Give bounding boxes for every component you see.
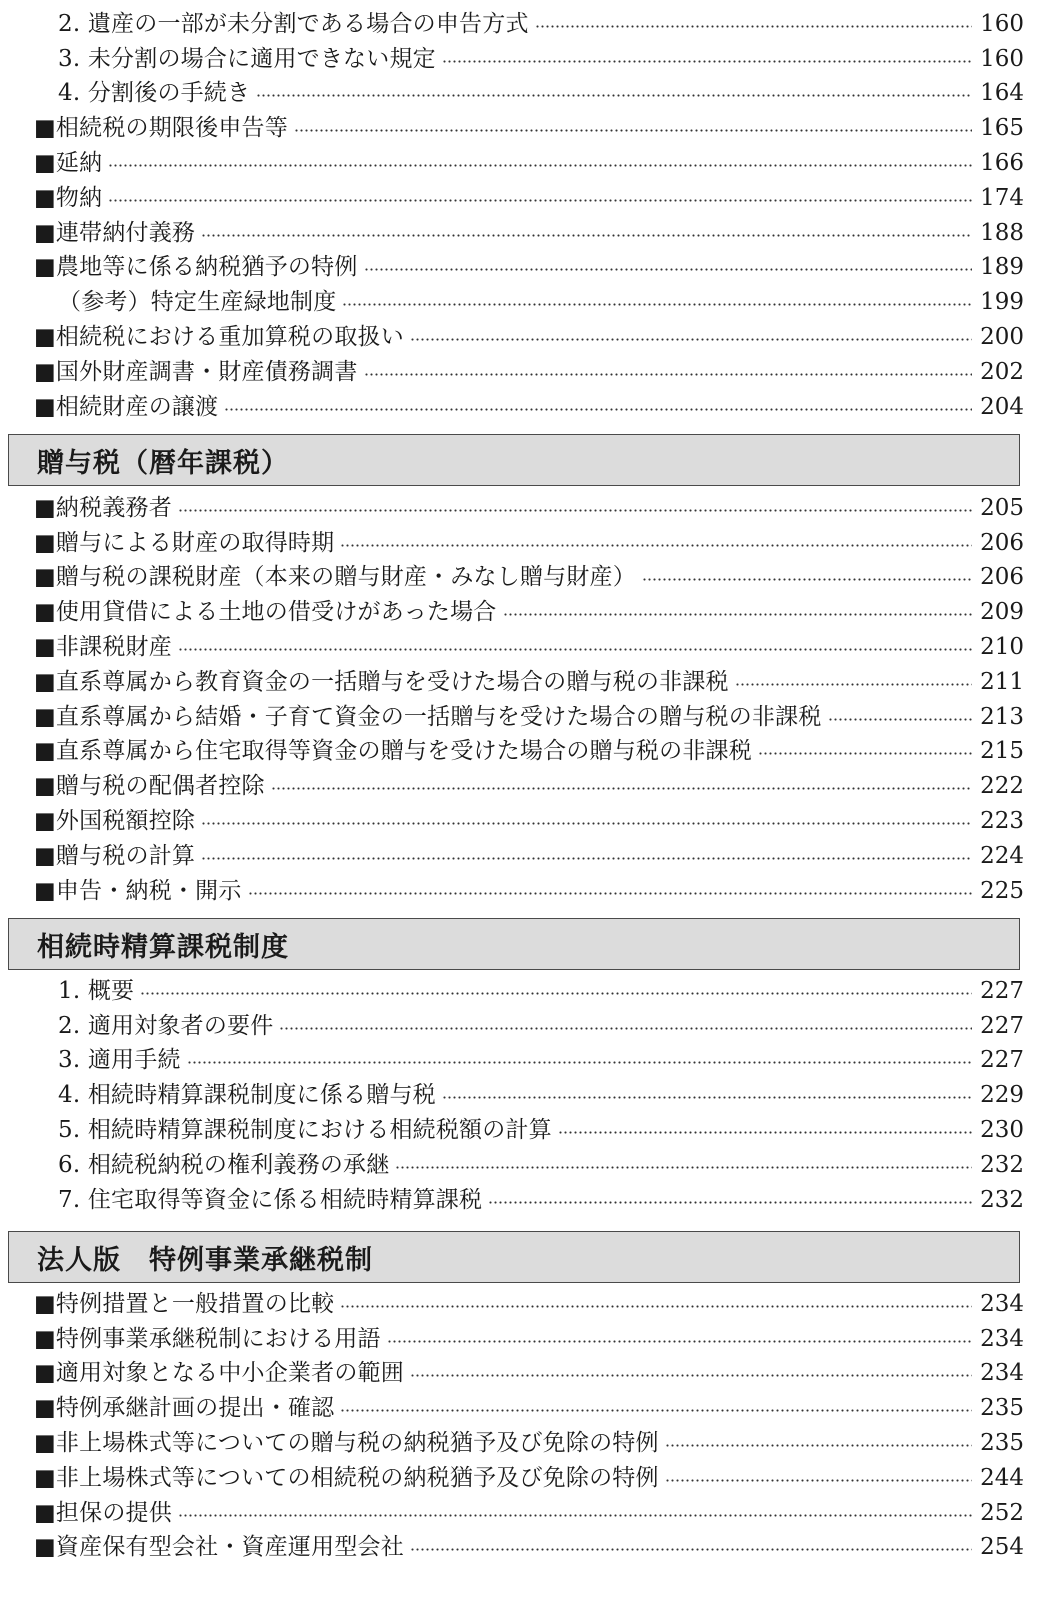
toc-entry[interactable] bbox=[34, 665, 1024, 700]
section-header-settlement-taxation: 相続時精算課税制度 bbox=[8, 918, 1020, 970]
toc-entry-page-number: 232 bbox=[980, 1151, 1024, 1178]
toc-list-business-succession bbox=[34, 1287, 1024, 1565]
toc-entry-page-number: 205 bbox=[980, 494, 1024, 521]
toc-entry[interactable] bbox=[34, 1148, 1024, 1183]
toc-entry-label: ■相続税の期限後申告等 bbox=[34, 115, 288, 142]
toc-entry[interactable] bbox=[34, 146, 1024, 181]
toc-entry-page-number: 224 bbox=[980, 842, 1024, 869]
toc-entry[interactable] bbox=[34, 1322, 1024, 1357]
toc-entry[interactable] bbox=[34, 320, 1024, 355]
toc-entry[interactable] bbox=[34, 974, 1024, 1009]
toc-entry-label: ■国外財産調書・財産債務調書 bbox=[34, 358, 358, 385]
toc-entry-page-number: 215 bbox=[980, 738, 1024, 765]
dot-leader bbox=[395, 1166, 972, 1169]
toc-entry-label: ■外国税額控除 bbox=[34, 808, 196, 835]
toc-entry[interactable] bbox=[34, 595, 1024, 630]
toc-entry-page-number: 209 bbox=[980, 599, 1024, 626]
toc-entry-label: 4. 相続時精算課税制度に係る贈与税 bbox=[58, 1082, 436, 1109]
toc-entry[interactable] bbox=[34, 1009, 1024, 1044]
toc-entry-label: ■贈与税の配偶者控除 bbox=[34, 773, 265, 800]
toc-entry-label: 1. 概要 bbox=[58, 977, 135, 1004]
toc-entry-label: ■贈与による財産の取得時期 bbox=[34, 529, 335, 556]
toc-entry[interactable] bbox=[34, 561, 1024, 596]
toc-entry-label: 3. 未分割の場合に適用できない規定 bbox=[58, 45, 436, 72]
toc-entry-label: ■特例承継計画の提出・確認 bbox=[34, 1395, 335, 1422]
dot-leader bbox=[364, 373, 973, 376]
toc-entry-page-number: 227 bbox=[980, 977, 1024, 1004]
toc-entry-label: ■適用対象となる中小企業者の範囲 bbox=[34, 1360, 404, 1387]
dot-leader bbox=[665, 1479, 972, 1482]
toc-entry-page-number: 235 bbox=[980, 1395, 1024, 1422]
toc-entry-page-number: 206 bbox=[980, 564, 1024, 591]
toc-entry[interactable] bbox=[34, 526, 1024, 561]
dot-leader bbox=[364, 268, 973, 271]
toc-entry-page-number: 202 bbox=[980, 358, 1024, 385]
toc-entry-page-number: 166 bbox=[980, 150, 1024, 177]
toc-entry[interactable] bbox=[34, 1183, 1024, 1218]
toc-entry-label: 2. 遺産の一部が未分割である場合の申告方式 bbox=[58, 10, 529, 37]
toc-entry-label: ■贈与税の計算 bbox=[34, 842, 196, 869]
toc-entry[interactable] bbox=[34, 1078, 1024, 1113]
dot-leader bbox=[294, 129, 972, 132]
toc-entry-label: ■直系尊属から結婚・子育て資金の一括贈与を受けた場合の贈与税の非課税 bbox=[34, 703, 822, 730]
toc-entry-label: （参考）特定生産緑地制度 bbox=[58, 289, 337, 316]
dot-leader bbox=[340, 1305, 972, 1308]
section-header-gift-tax: 贈与税（暦年課税） bbox=[8, 434, 1020, 486]
toc-entry[interactable] bbox=[34, 1461, 1024, 1496]
toc-entry-page-number: 234 bbox=[980, 1325, 1024, 1352]
dot-leader bbox=[108, 164, 972, 167]
toc-entry-label: 2. 適用対象者の要件 bbox=[58, 1012, 274, 1039]
dot-leader bbox=[410, 1548, 972, 1551]
dot-leader bbox=[271, 787, 972, 790]
dot-leader bbox=[178, 1514, 972, 1517]
toc-entry[interactable] bbox=[34, 285, 1024, 320]
toc-entry[interactable] bbox=[34, 111, 1024, 146]
toc-entry[interactable] bbox=[34, 77, 1024, 112]
section-header-business-succession: 法人版 特例事業承継税制 bbox=[8, 1231, 1020, 1283]
toc-entry-label: ■直系尊属から住宅取得等資金の贈与を受けた場合の贈与税の非課税 bbox=[34, 738, 752, 765]
toc-entry-page-number: 174 bbox=[980, 184, 1024, 211]
toc-entry-page-number: 199 bbox=[980, 289, 1024, 316]
dot-leader bbox=[108, 199, 972, 202]
toc-entry-label: ■納税義務者 bbox=[34, 494, 172, 521]
toc-entry-page-number: 211 bbox=[980, 668, 1024, 695]
dot-leader bbox=[187, 1061, 972, 1064]
toc-entry[interactable] bbox=[34, 700, 1024, 735]
toc-entry-page-number: 188 bbox=[980, 219, 1024, 246]
toc-entry[interactable] bbox=[34, 1357, 1024, 1392]
toc-entry-label: 6. 相続税納税の権利義務の承継 bbox=[58, 1151, 390, 1178]
toc-entry[interactable] bbox=[34, 355, 1024, 390]
toc-entry-page-number: 225 bbox=[980, 877, 1024, 904]
dot-leader bbox=[224, 408, 972, 411]
dot-leader bbox=[342, 303, 972, 306]
toc-entry-label: ■相続税における重加算税の取扱い bbox=[34, 324, 404, 351]
toc-entry-label: ■非上場株式等についての相続税の納税猶予及び免除の特例 bbox=[34, 1464, 659, 1491]
dot-leader bbox=[503, 613, 973, 616]
toc-entry[interactable] bbox=[34, 630, 1024, 665]
toc-entry[interactable] bbox=[34, 491, 1024, 526]
dot-leader bbox=[665, 1444, 972, 1447]
toc-entry[interactable] bbox=[34, 769, 1024, 804]
toc-entry-page-number: 244 bbox=[980, 1464, 1024, 1491]
toc-entry-label: ■特例措置と一般措置の比較 bbox=[34, 1290, 335, 1317]
dot-leader bbox=[642, 578, 972, 581]
dot-leader bbox=[442, 1096, 972, 1099]
toc-entry[interactable] bbox=[34, 390, 1024, 425]
dot-leader bbox=[488, 1201, 972, 1204]
toc-entry-page-number: 230 bbox=[980, 1117, 1024, 1144]
toc-entry-label: 7. 住宅取得等資金に係る相続時精算課税 bbox=[58, 1186, 483, 1213]
toc-entry-label: 5. 相続時精算課税制度における相続税額の計算 bbox=[58, 1117, 552, 1144]
toc-entry-page-number: 227 bbox=[980, 1047, 1024, 1074]
toc-entry-page-number: 210 bbox=[980, 634, 1024, 661]
toc-entry-label: ■連帯納付義務 bbox=[34, 219, 196, 246]
toc-entry[interactable] bbox=[34, 839, 1024, 874]
toc-entry-label: ■非上場株式等についての贈与税の納税猶予及び免除の特例 bbox=[34, 1430, 659, 1457]
toc-entry[interactable] bbox=[34, 735, 1024, 770]
toc-entry-label: ■直系尊属から教育資金の一括贈与を受けた場合の贈与税の非課税 bbox=[34, 668, 729, 695]
toc-entry-page-number: 234 bbox=[980, 1360, 1024, 1387]
toc-entry-page-number: 189 bbox=[980, 254, 1024, 281]
dot-leader bbox=[442, 60, 972, 63]
toc-entry-page-number: 222 bbox=[980, 773, 1024, 800]
dot-leader bbox=[410, 338, 972, 341]
dot-leader bbox=[340, 1409, 972, 1412]
toc-entry-page-number: 165 bbox=[980, 115, 1024, 142]
toc-entry[interactable] bbox=[34, 1287, 1024, 1322]
toc-entry[interactable] bbox=[34, 1044, 1024, 1079]
dot-leader bbox=[758, 752, 972, 755]
toc-entry[interactable] bbox=[34, 1391, 1024, 1426]
toc-list-settlement-taxation bbox=[34, 974, 1024, 1218]
toc-entry[interactable] bbox=[34, 1426, 1024, 1461]
toc-entry-page-number: 227 bbox=[980, 1012, 1024, 1039]
toc-entry-page-number: 164 bbox=[980, 80, 1024, 107]
dot-leader bbox=[201, 822, 972, 825]
dot-leader bbox=[201, 234, 972, 237]
toc-entry-page-number: 200 bbox=[980, 324, 1024, 351]
toc-entry-label: 3. 適用手続 bbox=[58, 1047, 181, 1074]
dot-leader bbox=[178, 509, 972, 512]
dot-leader bbox=[140, 992, 972, 995]
dot-leader bbox=[340, 544, 972, 547]
toc-entry-label: 4. 分割後の手続き bbox=[58, 80, 251, 107]
dot-leader bbox=[535, 25, 972, 28]
toc-entry-page-number: 229 bbox=[980, 1082, 1024, 1109]
toc-entry-page-number: 234 bbox=[980, 1290, 1024, 1317]
toc-entry-page-number: 235 bbox=[980, 1430, 1024, 1457]
toc-entry-label: ■担保の提供 bbox=[34, 1499, 172, 1526]
toc-entry-label: ■申告・納税・開示 bbox=[34, 877, 242, 904]
dot-leader bbox=[735, 683, 972, 686]
dot-leader bbox=[558, 1131, 972, 1134]
toc-entry-page-number: 232 bbox=[980, 1186, 1024, 1213]
dot-leader bbox=[828, 718, 973, 721]
toc-entry-label: ■贈与税の課税財産（本来の贈与財産・みなし贈与財産） bbox=[34, 564, 636, 591]
toc-entry[interactable] bbox=[34, 804, 1024, 839]
toc-entry[interactable] bbox=[34, 1113, 1024, 1148]
toc-entry[interactable] bbox=[34, 216, 1024, 251]
toc-entry-label: ■非課税財産 bbox=[34, 634, 172, 661]
toc-entry-page-number: 160 bbox=[980, 45, 1024, 72]
dot-leader bbox=[178, 648, 972, 651]
toc-entry-page-number: 254 bbox=[980, 1534, 1024, 1561]
toc-entry-page-number: 223 bbox=[980, 808, 1024, 835]
toc-list-gift-tax bbox=[34, 491, 1024, 909]
toc-entry-label: ■相続財産の譲渡 bbox=[34, 393, 219, 420]
toc-entry-label: ■使用貸借による土地の借受けがあった場合 bbox=[34, 599, 497, 626]
toc-entry-label: ■特例事業承継税制における用語 bbox=[34, 1325, 381, 1352]
toc-entry[interactable] bbox=[34, 1531, 1024, 1566]
toc-entry[interactable] bbox=[34, 7, 1024, 42]
dot-leader bbox=[387, 1340, 972, 1343]
toc-entry-page-number: 160 bbox=[980, 10, 1024, 37]
toc-entry[interactable] bbox=[34, 874, 1024, 909]
toc-entry[interactable] bbox=[34, 251, 1024, 286]
dot-leader bbox=[201, 857, 972, 860]
toc-entry-label: ■資産保有型会社・資産運用型会社 bbox=[34, 1534, 404, 1561]
toc-entry[interactable] bbox=[34, 181, 1024, 216]
toc-entry-label: ■農地等に係る納税猶予の特例 bbox=[34, 254, 358, 281]
dot-leader bbox=[248, 892, 973, 895]
dot-leader bbox=[279, 1027, 972, 1030]
dot-leader bbox=[256, 94, 972, 97]
toc-entry[interactable] bbox=[34, 42, 1024, 77]
dot-leader bbox=[410, 1374, 972, 1377]
toc-entry-page-number: 206 bbox=[980, 529, 1024, 556]
toc-entry-page-number: 213 bbox=[980, 703, 1024, 730]
toc-entry-page-number: 252 bbox=[980, 1499, 1024, 1526]
toc-entry[interactable] bbox=[34, 1496, 1024, 1531]
toc-entry-label: ■物納 bbox=[34, 184, 103, 211]
toc-entry-page-number: 204 bbox=[980, 393, 1024, 420]
toc-entry-label: ■延納 bbox=[34, 150, 103, 177]
toc-list-continuation bbox=[34, 7, 1024, 425]
